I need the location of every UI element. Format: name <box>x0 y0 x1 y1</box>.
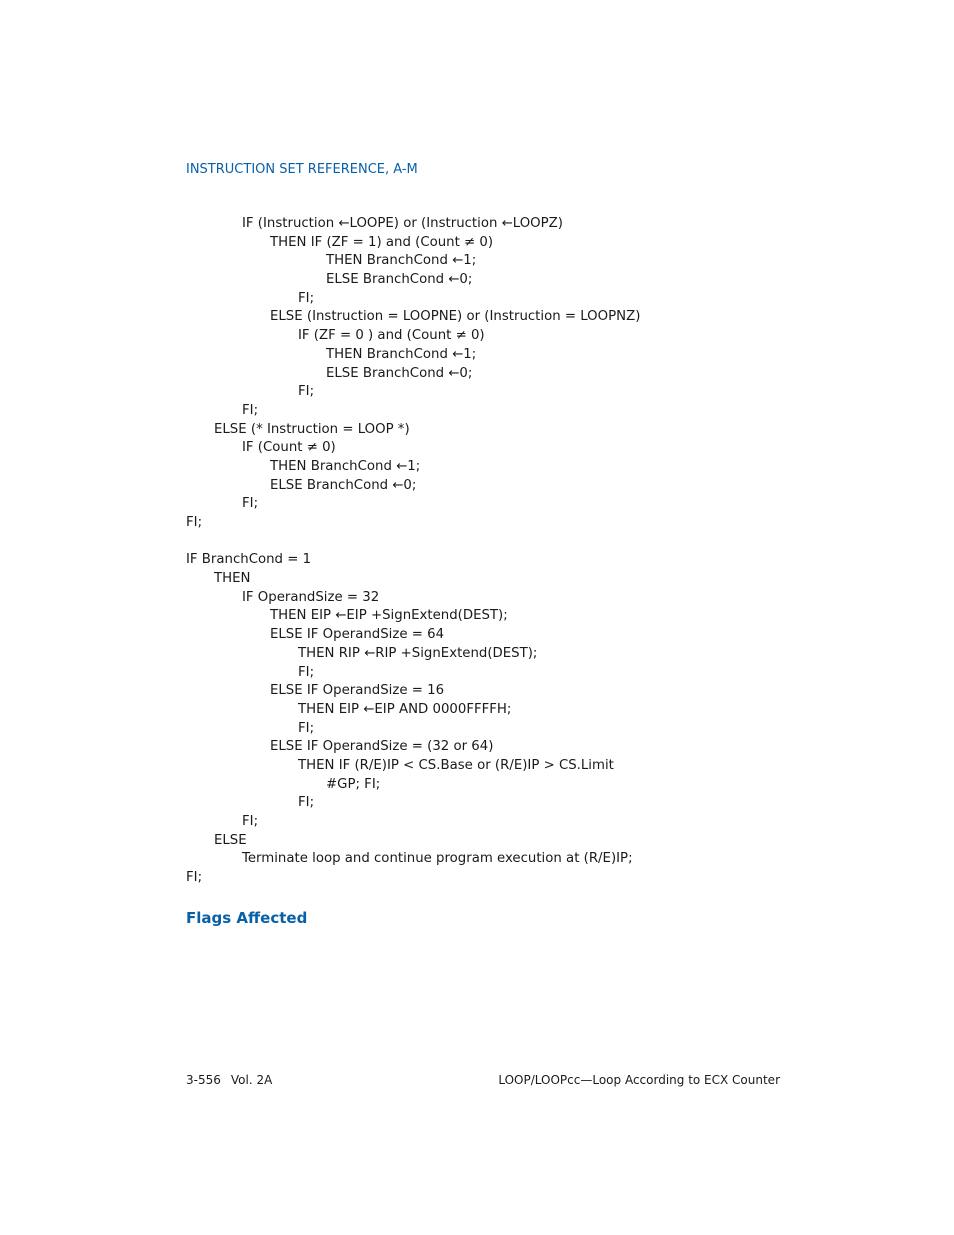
code-line: IF BranchCond = 1 <box>186 552 312 568</box>
code-line: THEN EIP ←EIP +SignExtend(DEST); <box>270 608 508 624</box>
code-line: ELSE IF OperandSize = 16 <box>270 683 445 699</box>
code-line: THEN IF (ZF = 1) and (Count ≠ 0) <box>270 234 494 250</box>
code-line: IF OperandSize = 32 <box>242 589 380 605</box>
code-line: Terminate loop and continue program execution at (R/E)IP; <box>242 851 633 867</box>
code-line: FI; <box>298 664 315 680</box>
running-header: INSTRUCTION SET REFERENCE, A-M <box>186 162 418 177</box>
code-line: THEN BranchCond ←1; <box>270 458 421 474</box>
code-line: ELSE BranchCond ←0; <box>270 477 417 493</box>
code-line: FI; <box>298 720 315 736</box>
code-line: IF (Instruction ←LOOPE) or (Instruction ←LOOPZ) <box>242 216 563 231</box>
code-line: #GP; FI; <box>326 776 381 792</box>
volume-label: Vol. 2A <box>230 1073 273 1087</box>
section-heading-flags-affected: Flags Affected <box>186 909 308 927</box>
footer-instruction-title: LOOP/LOOPcc—Loop According to ECX Counter <box>498 1073 780 1087</box>
code-line: IF (ZF = 0 ) and (Count ≠ 0) <box>298 328 485 344</box>
code-line: THEN EIP ←EIP AND 0000FFFFH; <box>298 701 512 717</box>
code-line: ELSE (Instruction = LOOPNE) or (Instruction = LOOPNZ) <box>270 309 641 325</box>
code-line: THEN BranchCond ←1; <box>326 253 477 269</box>
code-line: THEN RIP ←RIP +SignExtend(DEST); <box>298 645 538 661</box>
code-line: ELSE IF OperandSize = 64 <box>270 627 445 643</box>
code-line: ELSE BranchCond ←0; <box>326 365 473 381</box>
code-line: FI; <box>242 496 259 512</box>
page-number: 3-556 <box>186 1073 221 1087</box>
code-line <box>186 533 806 552</box>
code-line: ELSE BranchCond ←0; <box>326 272 473 288</box>
code-line: FI; <box>298 384 315 400</box>
code-line: FI; <box>242 814 259 829</box>
footer-left <box>186 1073 272 1087</box>
code-line: THEN <box>214 571 251 587</box>
code-line: FI; <box>186 515 203 530</box>
code-line: FI; <box>186 870 203 886</box>
code-line: FI; <box>242 402 259 418</box>
code-line: ELSE IF OperandSize = (32 or 64) <box>270 739 494 755</box>
code-line: ELSE (* Instruction = LOOP *) <box>214 421 410 437</box>
code-line: FI; <box>298 290 315 306</box>
code-line: IF (Count ≠ 0) <box>242 440 336 456</box>
code-line: THEN BranchCond ←1; <box>326 346 477 362</box>
code-line: FI; <box>298 795 315 811</box>
pseudocode-block <box>186 215 806 888</box>
code-line: THEN IF (R/E)IP < CS.Base or (R/E)IP > CS.Limit <box>298 757 614 773</box>
code-line: ELSE <box>214 832 247 848</box>
